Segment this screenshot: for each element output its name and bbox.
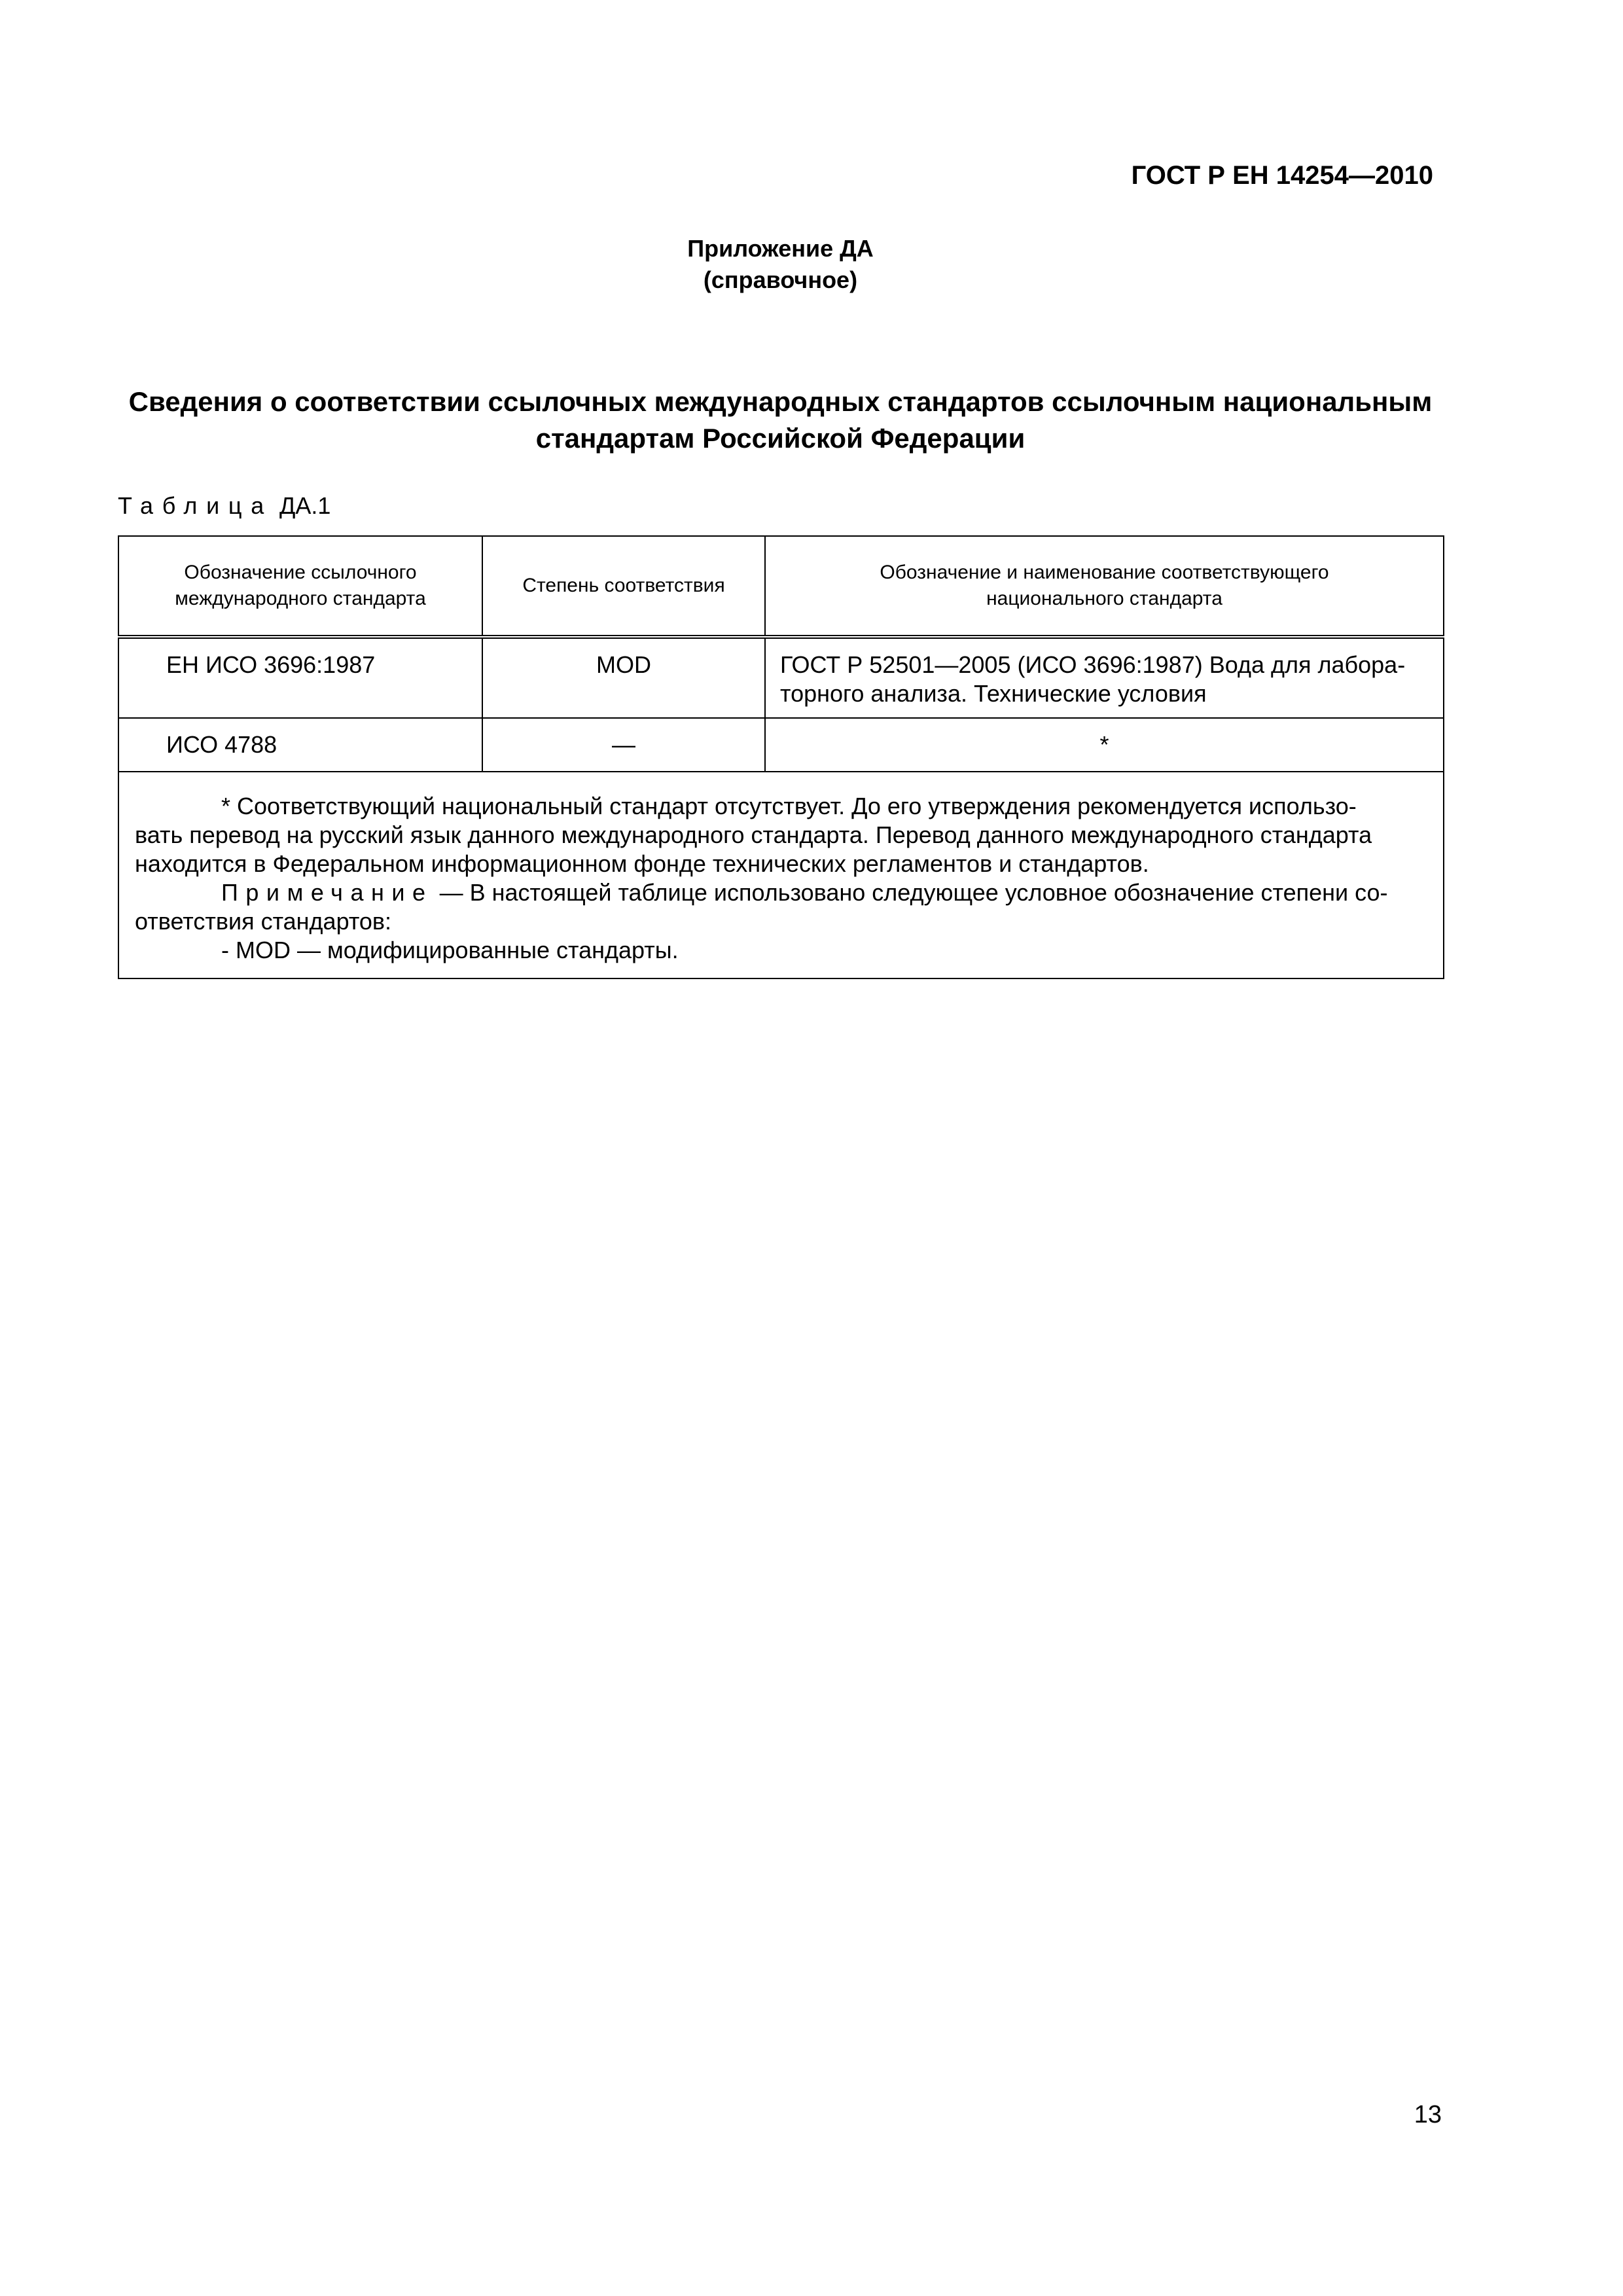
- table-header-row: [118, 536, 1444, 637]
- standards-correspondence-table: [118, 535, 1444, 979]
- table-label-number: ДА.1: [279, 492, 331, 519]
- document-code: ГОСТ Р ЕН 14254—2010: [1131, 161, 1433, 190]
- annex-title: Приложение ДА: [687, 235, 874, 262]
- footnote-line-1: * Соответствующий национальный стандарт отсутствует. До его утверждения рекомендуется использо-: [221, 793, 1357, 819]
- section-title-line-2: стандартам Российской Федерации: [535, 423, 1026, 454]
- cell-national-standard: [765, 637, 1444, 718]
- cell-national-standard-line-2: торного анализа. Технические условия: [780, 680, 1207, 707]
- table-notes-row: [118, 772, 1444, 978]
- cell-intl-standard: ИСО 4788: [118, 718, 482, 772]
- section-title: [118, 384, 1443, 457]
- table-row: [118, 637, 1444, 718]
- note-line-2: ответствия стандартов:: [135, 908, 392, 935]
- note-word: Примечание: [221, 879, 433, 906]
- cell-degree: —: [482, 718, 765, 772]
- header-intl-standard: [118, 536, 482, 637]
- page-number: 13: [1414, 2101, 1442, 2128]
- header-national-standard: [765, 536, 1444, 637]
- footnote-line-2: вать перевод на русский язык данного международного стандарта. Перевод данного международного стандарта: [135, 821, 1372, 848]
- section-title-line-1: Сведения о соответствии ссылочных международных стандартов ссылочным национальным: [128, 386, 1433, 417]
- annex-heading: [118, 233, 1443, 296]
- table-label: [118, 492, 330, 520]
- table-label-word: Таблица: [118, 492, 273, 519]
- header-national-standard-line-2: национального стандарта: [986, 588, 1222, 609]
- note-line-1-text: — В настоящей таблице использовано следующее условное обозначение степени со-: [433, 879, 1388, 906]
- cell-degree: MOD: [482, 637, 765, 718]
- table-notes: [118, 772, 1444, 978]
- footnote-line-3: находится в Федеральном информационном фонде технических регламентов и стандартов.: [135, 850, 1149, 877]
- header-degree: Степень соответствия: [482, 536, 765, 637]
- cell-national-standard-line-1: ГОСТ Р 52501—2005 (ИСО 3696:1987) Вода для лабора-: [780, 651, 1406, 678]
- table-row: [118, 718, 1444, 772]
- header-intl-standard-line-2: международного стандарта: [175, 588, 426, 609]
- cell-intl-standard: ЕН ИСО 3696:1987: [118, 637, 482, 718]
- header-intl-standard-line-1: Обозначение ссылочного: [184, 562, 417, 583]
- note-line-1: [135, 878, 1427, 907]
- cell-national-standard: *: [765, 718, 1444, 772]
- annex-subtitle: (справочное): [703, 266, 858, 293]
- note-line-3: - MOD — модифицированные стандарты.: [221, 937, 679, 963]
- header-national-standard-line-1: Обозначение и наименование соответствующего: [880, 562, 1329, 583]
